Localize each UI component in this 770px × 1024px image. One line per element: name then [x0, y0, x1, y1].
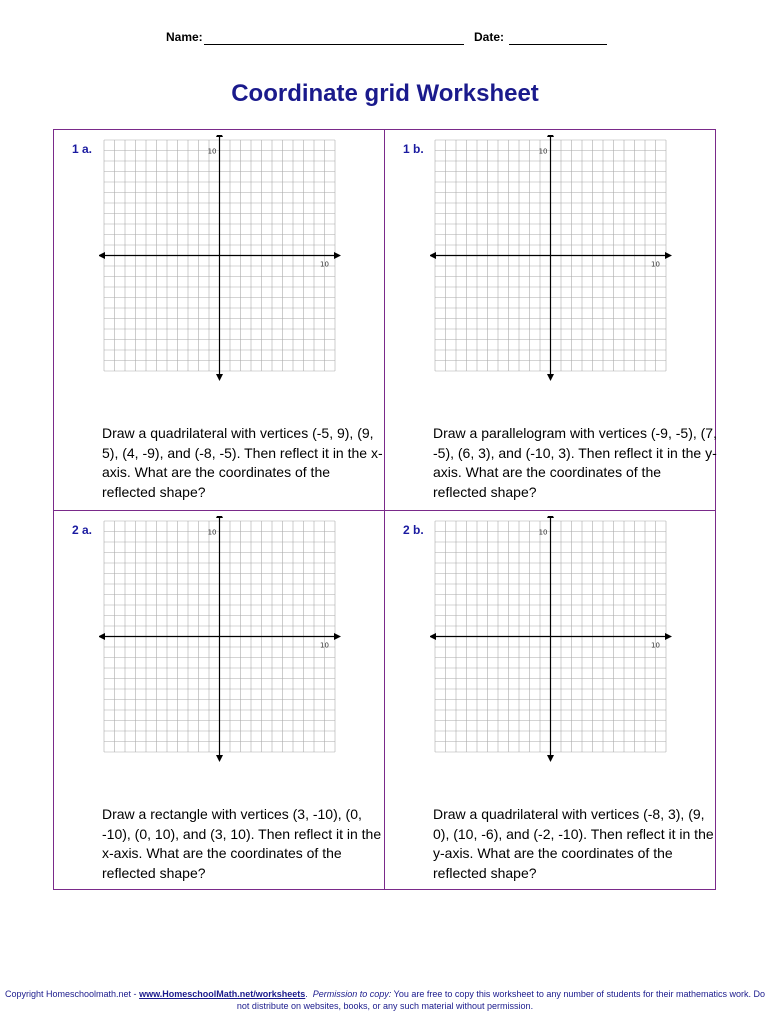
problem-cell [385, 130, 715, 510]
problem-prompt: Draw a parallelogram with vertices (-9, -5), (7, -5), (6, 3), and (-10, 3). Then reflect it in the y-axis. What are the coordinates of the reflected shape? [433, 425, 717, 500]
y-axis-arrow-up [547, 516, 554, 518]
y-axis-arrow-down [547, 374, 554, 381]
coordinate-plane[interactable] [430, 516, 688, 781]
date-field-line[interactable] [509, 44, 607, 45]
name-field-line[interactable] [204, 44, 464, 45]
coordinate-plane[interactable] [430, 135, 688, 400]
footer-permission-text: You are free to copy this worksheet to any number of students for their mathematics work. Do not distribute on websites, books, or any such material without permission. [236, 989, 765, 1011]
problem-label: 1 a. [72, 142, 93, 156]
y-axis-arrow-up [216, 516, 223, 518]
y-axis-arrow-up [216, 135, 223, 137]
x-axis-tick-label: 10 [651, 260, 660, 269]
name-label: Name: [166, 30, 203, 44]
x-axis-tick-label: 10 [320, 260, 329, 269]
footer: Copyright Homeschoolmath.net - www.HomeschoolMath.net/worksheets. Permission to copy: You are free to copy this worksheet to any number of students for their mathematics work. Do not distribute on websites, books, or any such material without permission. [5, 989, 765, 1011]
coordinate-plane[interactable] [99, 516, 357, 781]
header [0, 30, 770, 50]
problem-prompt: Draw a quadrilateral with vertices (-5, 9), (9, 5), (4, -9), and (-8, -5). Then reflect it in the x-axis. What are the coordinates of the reflected shape? [102, 425, 383, 500]
x-axis-arrow-left [99, 633, 105, 640]
y-axis-arrow-down [216, 374, 223, 381]
footer-copyright: Copyright Homeschoolmath.net - [5, 989, 140, 999]
x-axis-arrow-left [430, 252, 436, 259]
footer-permission-label: Permission to copy: [312, 989, 392, 999]
x-axis-arrow-right [334, 633, 341, 640]
y-axis-tick-label: 10 [538, 147, 548, 156]
y-axis-arrow-up [547, 135, 554, 137]
y-axis-arrow-down [547, 755, 554, 762]
coordinate-plane[interactable] [99, 135, 357, 400]
date-label: Date: [474, 30, 505, 44]
problem-prompt: Draw a quadrilateral with vertices (-8, 3), (9, 0), (10, -6), and (-2, -10). Then reflect it in the y-axis. What are the coordinates of the reflected shape? [433, 806, 714, 881]
problem-prompt: Draw a rectangle with vertices (3, -10), (0, -10), (0, 10), and (3, 10). Then reflect it in the x-axis. What are the coordinates of the reflected shape? [102, 806, 382, 881]
problem-cell [54, 511, 384, 891]
x-axis-tick-label: 10 [651, 641, 660, 650]
x-axis-arrow-right [665, 633, 672, 640]
x-axis-tick-label: 10 [320, 641, 329, 650]
problem-cell [54, 130, 384, 510]
x-axis-arrow-left [99, 252, 105, 259]
worksheet-title: Coordinate grid Worksheet [231, 80, 539, 107]
footer-link[interactable]: www.HomeschoolMath.net/worksheets [139, 989, 306, 999]
y-axis-tick-label: 10 [207, 147, 217, 156]
problem-label: 2 a. [72, 523, 93, 537]
problem-cell [385, 511, 715, 891]
y-axis-tick-label: 10 [538, 528, 548, 537]
y-axis-arrow-down [216, 755, 223, 762]
y-axis-tick-label: 10 [207, 528, 217, 537]
x-axis-arrow-right [665, 252, 672, 259]
x-axis-arrow-right [334, 252, 341, 259]
problem-label: 2 b. [403, 523, 424, 537]
problem-label: 1 b. [403, 142, 424, 156]
x-axis-arrow-left [430, 633, 436, 640]
